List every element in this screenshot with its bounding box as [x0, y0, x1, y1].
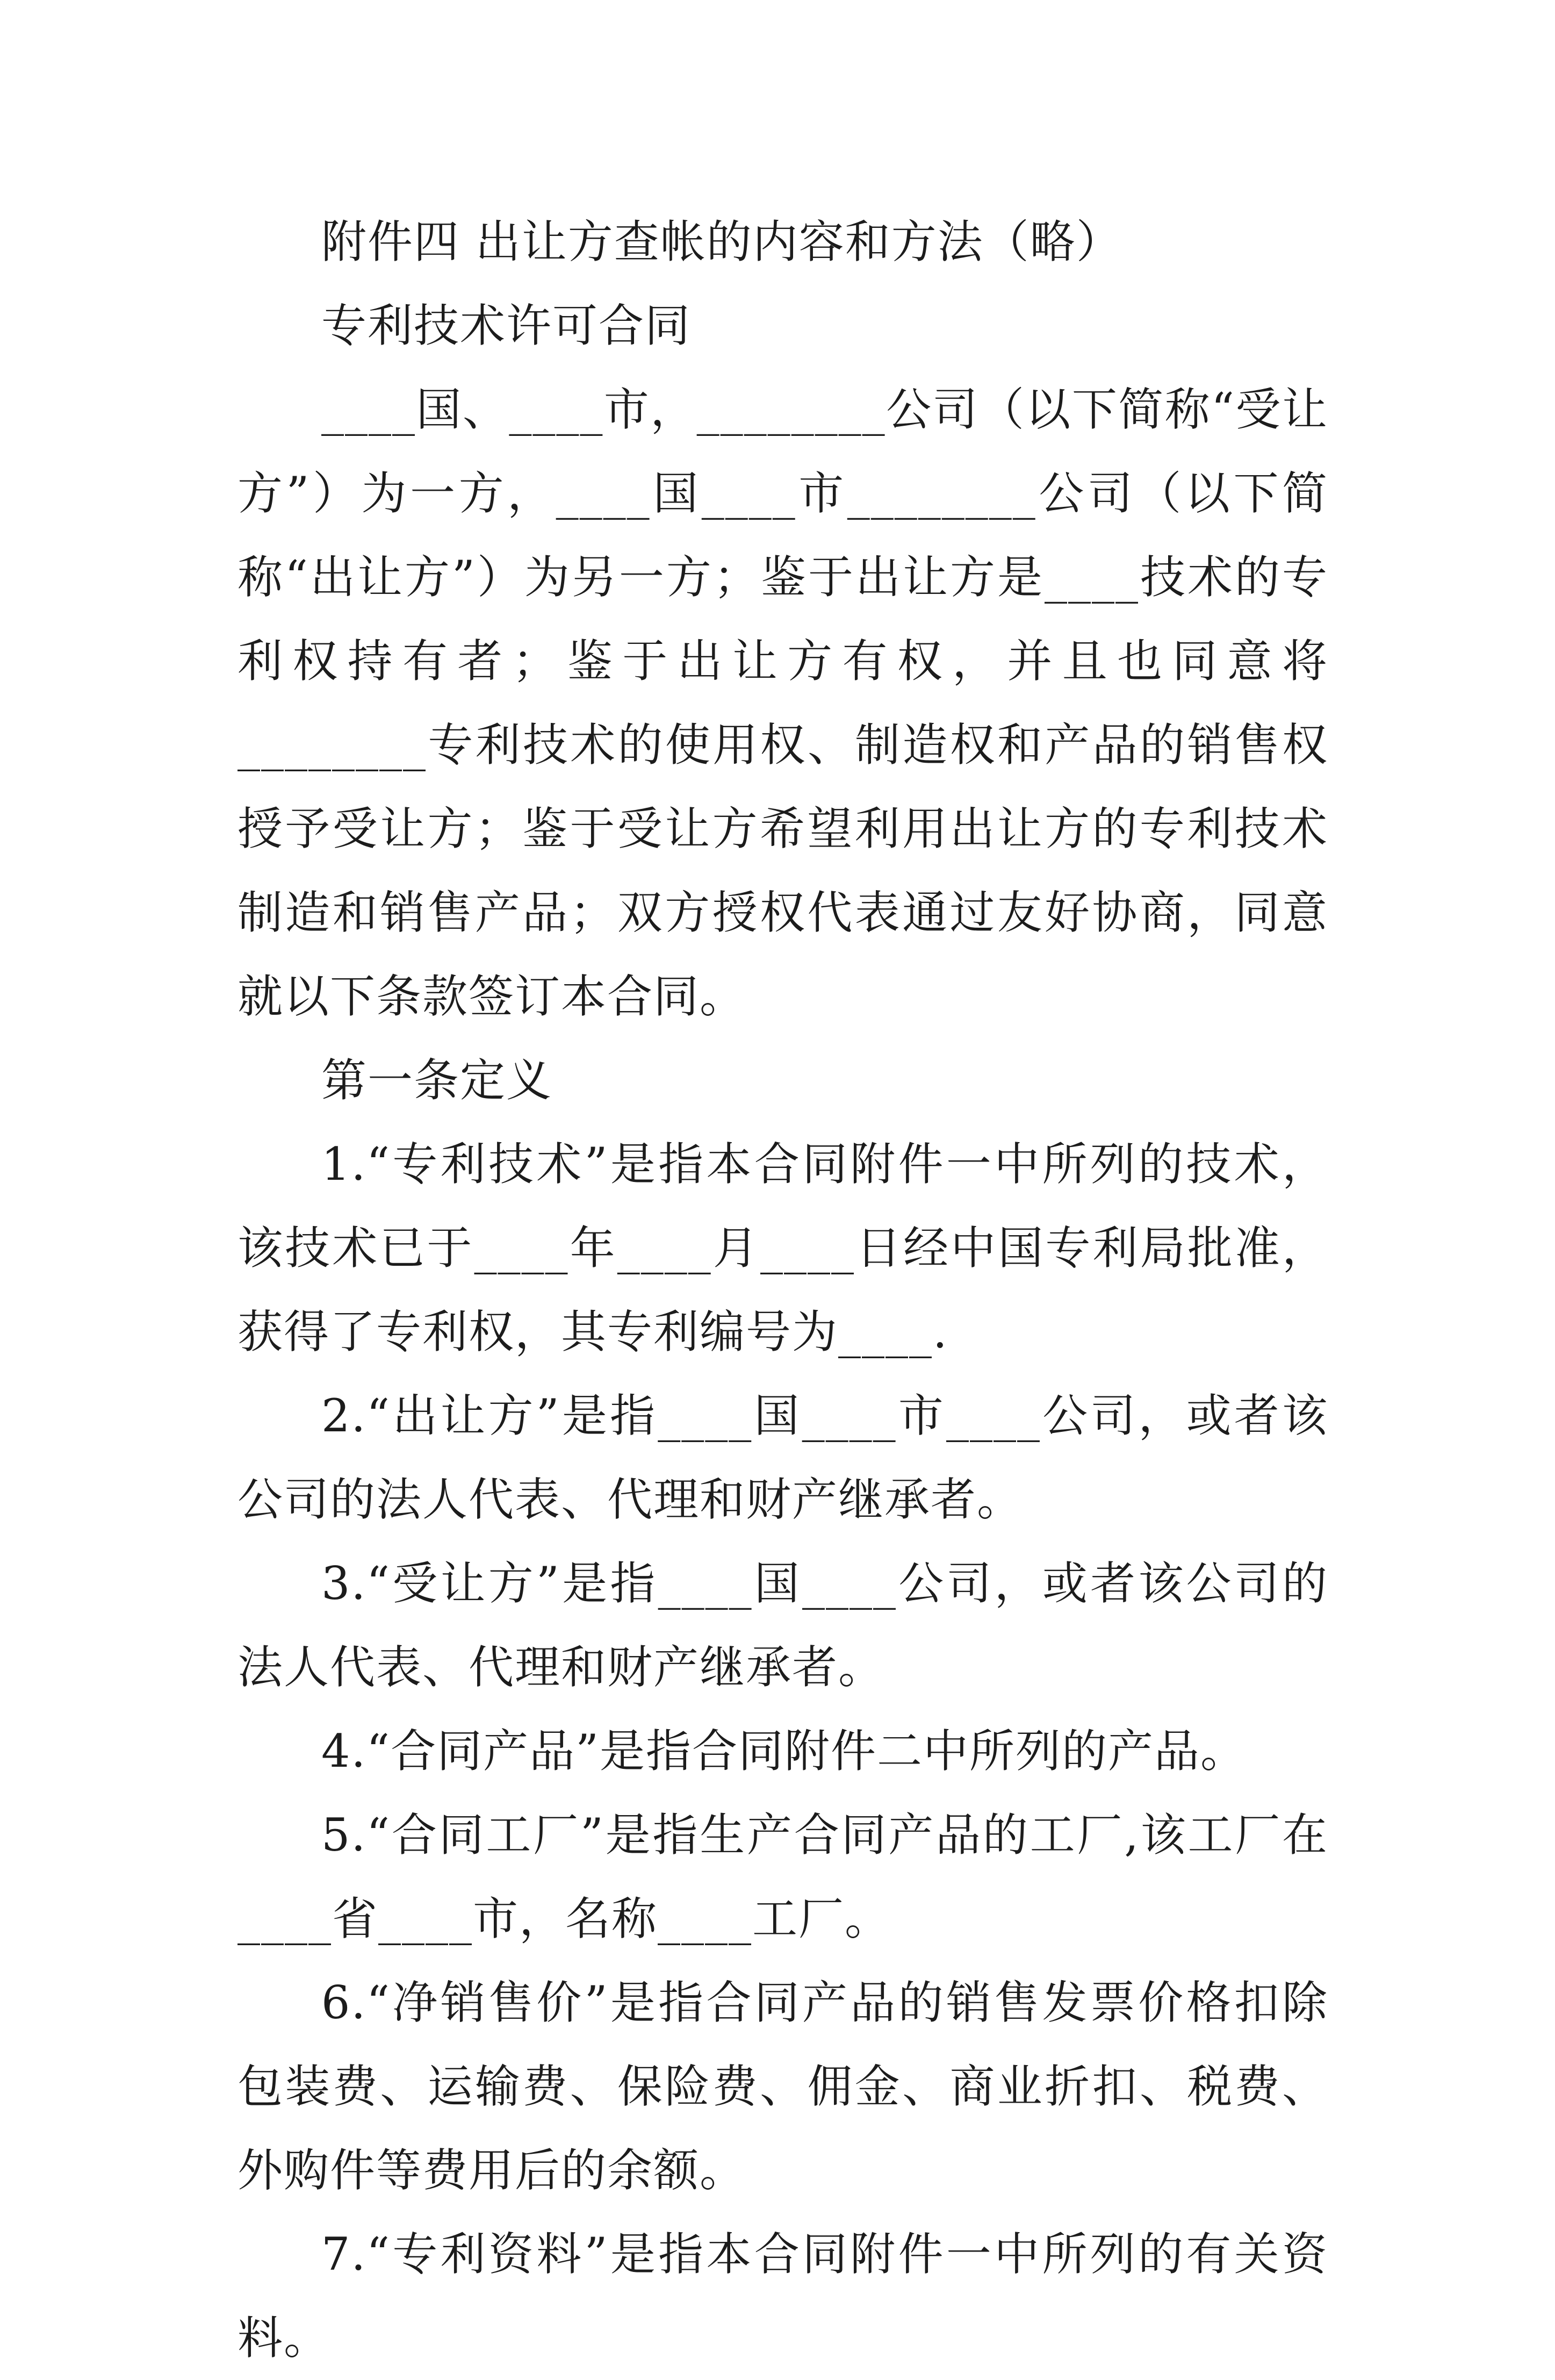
definition-item: 2.“出让方”是指____国____市____公司，或者该公司的法人代表、代理和财产继承者。: [237, 1389, 1328, 1526]
definition-item: 4.“合同产品”是指合同附件二中所列的产品。: [321, 1725, 1247, 1777]
definition-item: 1.“专利技术”是指本合同附件一中所列的技术，该技术已于____年____月____日经中国专利局批准，获得了专利权，其专利编号为____.: [237, 1138, 1328, 1358]
contract-title: 专利技术许可合同: [321, 299, 692, 352]
appendix-heading: 附件四 出让方查帐的内容和方法（略）: [321, 216, 1122, 268]
definition-item: 6.“净销售价”是指合同产品的销售发票价格扣除包装费、运输费、保险费、佣金、商业折扣、税费、外购件等费用后的余额。: [237, 1976, 1328, 2197]
definition-item: 5.“合同工厂”是指生产合同产品的工厂,该工厂在____省____市，名称____工厂。: [237, 1809, 1328, 1945]
definition-item: 3.“受让方”是指____国____公司，或者该公司的法人代表、代理和财产继承者。: [237, 1557, 1328, 1694]
document-page: [237, 200, 1328, 2380]
definition-item: 7.“专利资料”是指本合同附件一中所列的有关资料。: [237, 2228, 1328, 2364]
preamble-paragraph: ____国、____市，________公司（以下简称“受让方”）为一方，____国____市________公司（以下简称“出让方”）为另一方；鉴于出让方是____技术的专利权持有者；鉴于出让方有权，并且也同意将________专利技术的使用权、制造权和产品的销售权授予受让方；鉴于受让方希望利用出让方的专利技术制造和销售产品；双方授权代表通过友好协商，同意就以下条款签订本合同。: [237, 383, 1328, 1023]
article-heading: 第一条定义: [321, 1054, 553, 1107]
